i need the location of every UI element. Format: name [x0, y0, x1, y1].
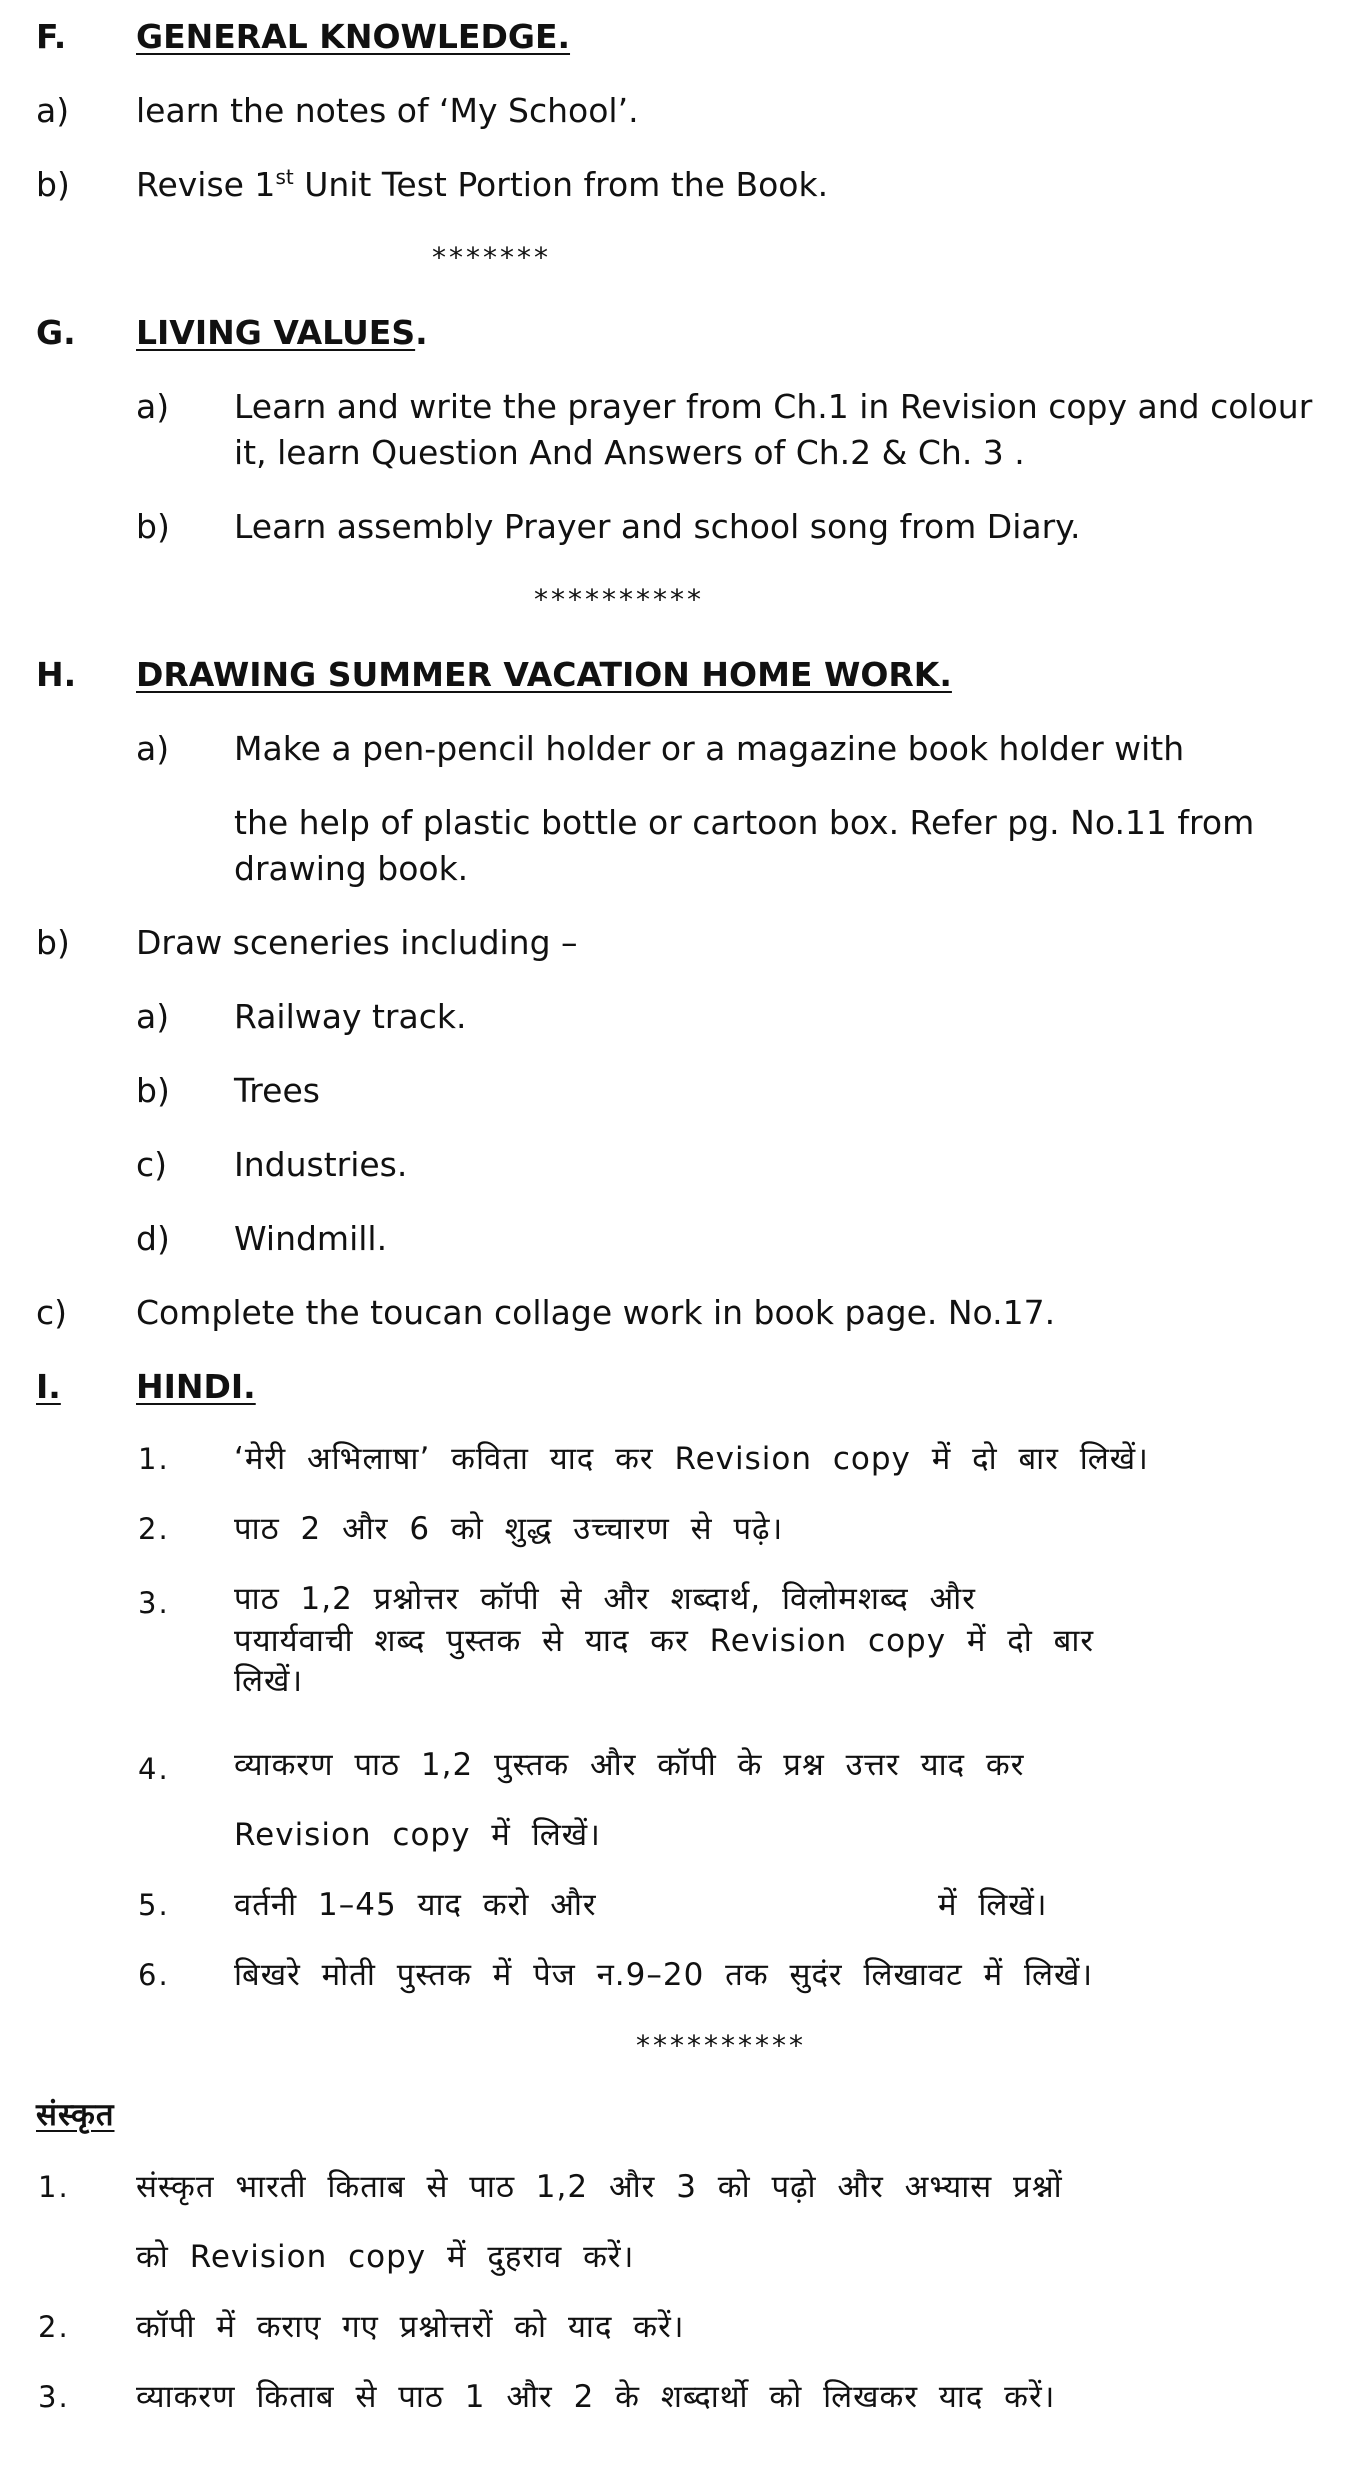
- drawing-item-a-label: a): [136, 729, 170, 768]
- hindi-item-3-line2: पयार्यवाची शब्द पुस्तक से याद कर Revision copy में दो बार: [234, 1623, 1095, 1659]
- separator-stars: **********: [534, 583, 704, 616]
- scenery-sub-a-label: a): [136, 997, 170, 1036]
- section-letter-g: G.: [36, 313, 76, 352]
- lv-item-a-line1: Learn and write the prayer from Ch.1 in Revision copy and colour: [234, 387, 1313, 426]
- scenery-sub-d-text: Windmill.: [234, 1219, 388, 1258]
- section-letter-f: F.: [36, 17, 67, 56]
- hindi-item-3-line1: पाठ 1,2 प्रश्नोत्तर कॉपी से और शब्दार्थ, विलोमशब्द और: [234, 1581, 976, 1617]
- hindi-item-6-text: बिखरे मोती पुस्तक में पेज न.9–20 तक सुदंर लिखावट में लिखें।: [234, 1957, 1094, 1993]
- section-letter-i: I.: [36, 1367, 61, 1406]
- section-letter-h: H.: [36, 655, 77, 694]
- hindi-item-4-line2: Revision copy में लिखें।: [234, 1817, 601, 1853]
- sanskrit-item-1-line2: को Revision copy में दुहराव करें।: [136, 2239, 635, 2275]
- hindi-item-1-label: 1.: [138, 1442, 170, 1476]
- section-title-general-knowledge: GENERAL KNOWLEDGE.: [136, 17, 571, 56]
- drawing-item-a-line2: the help of plastic bottle or cartoon box. Refer pg. No.11 from: [234, 803, 1255, 842]
- lv-item-b-label: b): [136, 507, 170, 546]
- gk-item-a-label: a): [36, 91, 70, 130]
- scenery-sub-c-text: Industries.: [234, 1145, 408, 1184]
- lv-item-b-text: Learn assembly Prayer and school song from Diary.: [234, 507, 1081, 546]
- hindi-item-4-label: 4.: [138, 1752, 170, 1786]
- sanskrit-item-2-text: कॉपी में कराए गए प्रश्नोत्तरों को याद करें।: [136, 2309, 685, 2345]
- lv-item-a-line2: it, learn Question And Answers of Ch.2 & Ch. 3 .: [234, 433, 1025, 472]
- hindi-item-5-text-end: में लिखें।: [938, 1887, 1048, 1923]
- sanskrit-item-1-line1: संस्कृत भारती किताब से पाठ 1,2 और 3 को पढ़ो और अभ्यास प्रश्नों: [136, 2169, 1063, 2205]
- hindi-item-6-label: 6.: [138, 1958, 170, 1992]
- hindi-item-5-text-start: वर्तनी 1–45 याद करो और: [234, 1887, 597, 1923]
- scenery-sub-c-label: c): [136, 1145, 168, 1184]
- section-title-sanskrit: संस्कृत: [36, 2097, 115, 2133]
- separator-stars: *******: [432, 241, 551, 274]
- drawing-item-b-text: Draw sceneries including –: [136, 923, 578, 962]
- gk-item-b-text: Revise 1st Unit Test Portion from the Book.: [136, 165, 829, 204]
- section-title-drawing: DRAWING SUMMER VACATION HOME WORK.: [136, 655, 952, 694]
- hindi-item-4-line1: व्याकरण पाठ 1,2 पुस्तक और कॉपी के प्रश्न उत्तर याद कर: [234, 1747, 1025, 1783]
- hindi-item-5-label: 5.: [138, 1888, 170, 1922]
- drawing-item-b-label: b): [36, 923, 70, 962]
- sanskrit-item-1-label: 1.: [38, 2170, 70, 2204]
- hindi-item-1-text: ‘मेरी अभिलाषा’ कविता याद कर Revision copy में दो बार लिखें।: [234, 1441, 1149, 1477]
- section-title-hindi: HINDI.: [136, 1367, 256, 1406]
- gk-item-a-text: learn the notes of ‘My School’.: [136, 91, 639, 130]
- gk-item-b-label: b): [36, 165, 70, 204]
- lv-item-a-label: a): [136, 387, 170, 426]
- drawing-item-a-line1: Make a pen-pencil holder or a magazine book holder with: [234, 729, 1185, 768]
- scenery-sub-b-text: Trees: [234, 1071, 320, 1110]
- scenery-sub-b-label: b): [136, 1071, 170, 1110]
- separator-stars: **********: [636, 2029, 806, 2062]
- drawing-item-c-text: Complete the toucan collage work in book page. No.17.: [136, 1293, 1056, 1332]
- hindi-item-2-label: 2.: [138, 1512, 170, 1546]
- hindi-item-3-label: 3.: [138, 1586, 170, 1620]
- sanskrit-item-3-label: 3.: [38, 2380, 70, 2414]
- scenery-sub-d-label: d): [136, 1219, 170, 1258]
- drawing-item-a-line3: drawing book.: [234, 849, 469, 888]
- drawing-item-c-label: c): [36, 1293, 68, 1332]
- hindi-item-3-line3: लिखें।: [234, 1663, 304, 1699]
- sanskrit-item-3-text: व्याकरण किताब से पाठ 1 और 2 के शब्दार्थो को लिखकर याद करें।: [136, 2379, 1056, 2415]
- scenery-sub-a-text: Railway track.: [234, 997, 467, 1036]
- section-title-living-values: LIVING VALUES.: [136, 313, 428, 352]
- hindi-item-2-text: पाठ 2 और 6 को शुद्ध उच्चारण से पढ़े।: [234, 1511, 784, 1547]
- sanskrit-item-2-label: 2.: [38, 2310, 70, 2344]
